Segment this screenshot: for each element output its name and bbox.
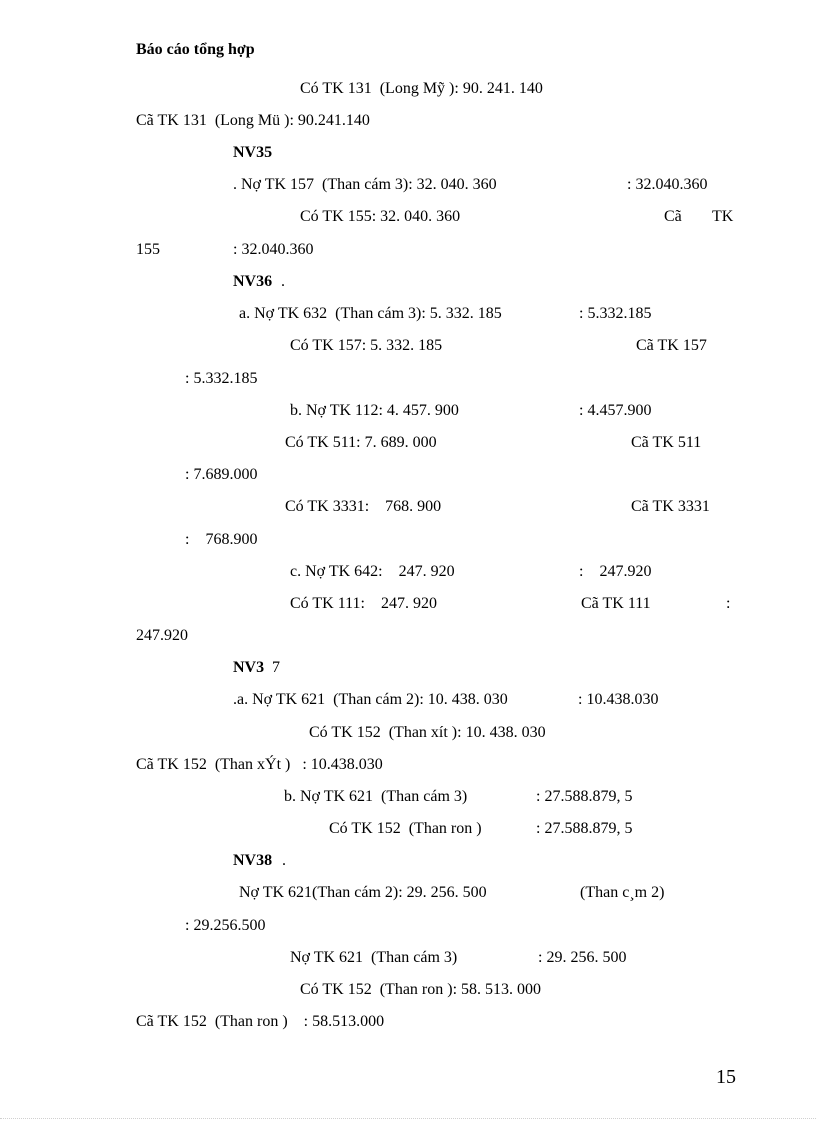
text-line: Có TK 152 (Than xít ): 10. 438. 030	[309, 724, 546, 741]
text-line: :	[726, 595, 731, 612]
text-line: : 27.588.879, 5	[536, 820, 633, 837]
text-line: : 5.332.185	[185, 370, 258, 387]
text-line: Có TK 511: 7. 689. 000	[285, 434, 437, 451]
text-line: : 10.438.030	[578, 691, 659, 708]
section-heading: NV3	[233, 659, 265, 676]
text-line: Nợ TK 621 (Than cám 3)	[290, 949, 458, 966]
text-line: : 32.040.360	[627, 176, 708, 193]
text-line: Có TK 152 (Than ron )	[329, 820, 482, 837]
text-line: a. Nợ TK 632 (Than cám 3): 5. 332. 185	[239, 305, 502, 322]
text-line: 7	[272, 659, 280, 676]
text-line: : 7.689.000	[185, 466, 258, 483]
text-line: : 247.920	[579, 563, 652, 580]
text-line: Cã TK 111	[581, 595, 651, 612]
text-line: .a. Nợ TK 621 (Than cám 2): 10. 438. 030	[233, 691, 508, 708]
text-line: Có TK 131 (Long Mỹ ): 90. 241. 140	[300, 80, 543, 97]
text-line: : 27.588.879, 5	[536, 788, 633, 805]
text-line: : 5.332.185	[579, 305, 652, 322]
text-line: .	[281, 273, 285, 290]
text-line: b. Nợ TK 621 (Than cám 3)	[284, 788, 468, 805]
text-line: : 4.457.900	[579, 402, 652, 419]
text-line: Có TK 111: 247. 920	[290, 595, 437, 612]
text-line: Cã TK 152 (Than xÝt ) : 10.438.030	[136, 756, 383, 773]
text-line: Cã TK 511	[631, 434, 702, 451]
text-line: TK	[712, 208, 734, 225]
text-line: : 32.040.360	[233, 241, 314, 258]
page-number: 15	[716, 1066, 736, 1088]
text-line: : 29.256.500	[185, 917, 266, 934]
text-line: Có TK 3331: 768. 900	[285, 498, 442, 515]
text-line: Cã TK 152 (Than ron ) : 58.513.000	[136, 1013, 385, 1030]
text-line: Có TK 155: 32. 040. 360	[300, 208, 461, 225]
text-line: Có TK 152 (Than ron ): 58. 513. 000	[300, 981, 542, 998]
text-line: : 29. 256. 500	[538, 949, 627, 966]
section-heading: NV35	[233, 144, 273, 161]
text-line: Cã	[664, 208, 682, 225]
text-line: 155	[136, 241, 160, 258]
text-line: 247.920	[136, 627, 188, 644]
page-title: Báo cáo tổng hợp	[136, 41, 255, 58]
text-line: . Nợ TK 157 (Than cám 3): 32. 040. 360	[233, 176, 497, 193]
text-line: .	[282, 852, 286, 869]
text-line: Cã TK 3331	[631, 498, 710, 515]
text-line: Nợ TK 621(Than cám 2): 29. 256. 500	[239, 884, 487, 901]
text-line: Cã TK 157	[636, 337, 707, 354]
text-line: (Than c¸m 2)	[580, 884, 665, 901]
section-heading: NV36	[233, 273, 273, 290]
text-line: b. Nợ TK 112: 4. 457. 900	[290, 402, 459, 419]
text-line: : 768.900	[185, 531, 258, 548]
text-line: c. Nợ TK 642: 247. 920	[290, 563, 455, 580]
footer-divider	[0, 1118, 816, 1119]
text-line: Cã TK 131 (Long Mü ): 90.241.140	[136, 112, 370, 129]
text-line: Có TK 157: 5. 332. 185	[290, 337, 443, 354]
section-heading: NV38	[233, 852, 273, 869]
